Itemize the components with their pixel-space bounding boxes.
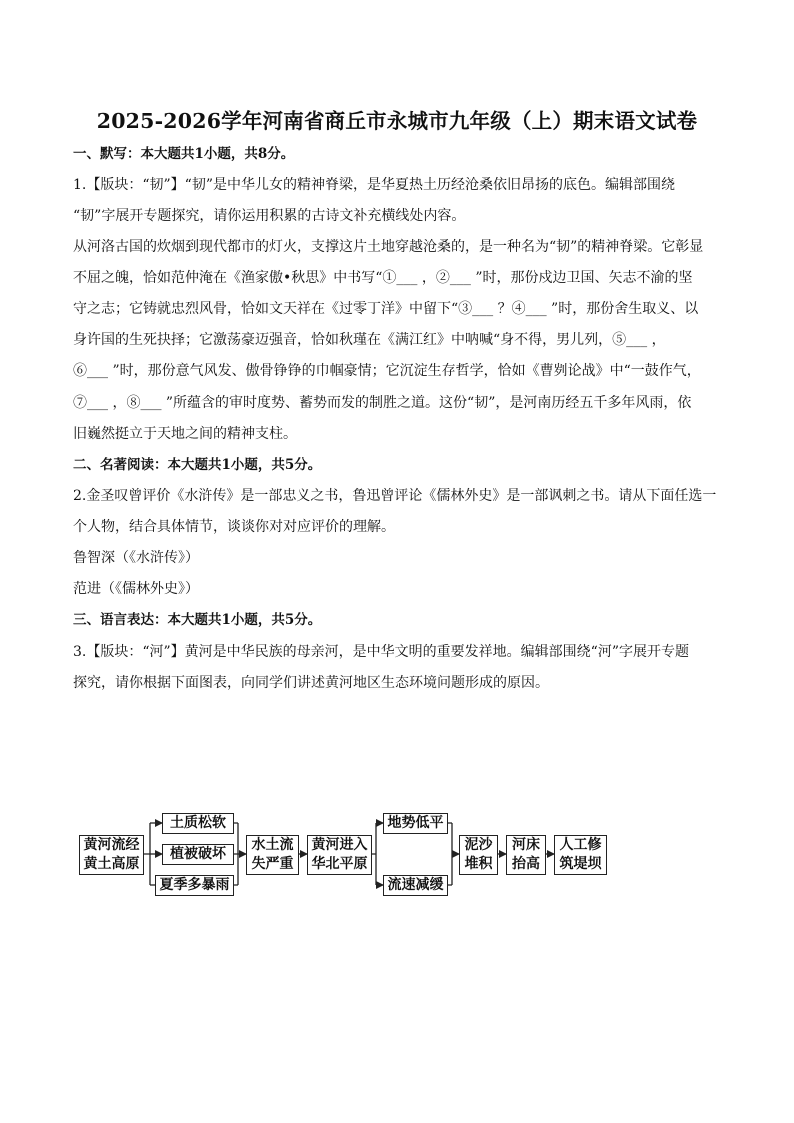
option-lu-zhishen: 鲁智深（《水浒传》）: [73, 550, 199, 566]
box-enter-plain: 黄河进入 华北平原: [307, 835, 372, 875]
bracket-enter: [372, 823, 376, 885]
section-heading-1: 一、默写：本大题共1小题，共8分。: [73, 146, 295, 162]
box-start: 黄河流经 黄土高原: [79, 835, 144, 875]
page-title: 2025-2026学年河南省商丘市永城市九年级（上）期末语文试卷: [96, 109, 698, 133]
q1-line: 从河洛古国的炊烟到现代都市的灯火，支撑这片土地穿越沧桑的，是一种名为“韧”的精神脊梁。它彰显: [73, 239, 704, 255]
option-fan-jin: 范进（《儒林外史》）: [73, 581, 199, 597]
box-riverbed: 河床 抬高: [506, 835, 546, 875]
box-silt: 泥沙 堆积: [459, 835, 498, 875]
box-effect-terrain: 地势低平: [383, 813, 448, 834]
bracket-start: [144, 823, 150, 885]
box-cause-soil: 土质松软: [162, 813, 234, 834]
box-cause-vegetation: 植被破坏: [162, 844, 234, 865]
q2-line: 2.金圣叹曾评价《水浒传》是一部忠义之书，鲁迅曾评论《儒林外史》是一部讽刺之书。请从下面任选一: [73, 488, 717, 504]
q1-line: 1.【版块：“韧”】“韧”是中华儿女的精神脊梁，是华夏热土历经沧桑依旧昂扬的底色。编辑部围绕: [73, 177, 675, 193]
section-heading-2: 二、名著阅读：本大题共1小题，共5分。: [73, 457, 322, 473]
q3-line: 探究，请你根据下面图表，向同学们讲述黄河地区生态环境问题形成的原因。: [73, 675, 549, 691]
box-effect-flow: 流速减缓: [383, 875, 448, 896]
box-cause-rain: 夏季多暴雨: [155, 875, 234, 896]
q1-line: ⑦___ ，⑧___ ”所蕴含的审时度势、蓄势而发的制胜之道。这份“韧”，是河南历经五千多年风雨，依: [73, 395, 692, 411]
q3-line: 3.【版块：“河”】黄河是中华民族的母亲河，是中华文明的重要发祥地。编辑部围绕“河”字展开专题: [73, 644, 689, 660]
q1-line: 不屈之魄，恰如范仲淹在《渔家傲•秋思》中书写“①___ ，②___ ”时，那份戍边卫国、矢志不渝的坚: [73, 270, 693, 286]
bracket-causes: [234, 823, 238, 885]
q1-line: “韧”字展开专题探究，请你运用积累的古诗文补充横线处内容。: [73, 208, 466, 224]
section-heading-3: 三、语言表达：本大题共1小题，共5分。: [73, 612, 322, 628]
q1-line: 守之志；它铸就忠烈风骨，恰如文天祥在《过零丁洋》中留下“③___ ？④___ ”时，那份舍生取义、以: [73, 301, 699, 317]
bracket-effects: [448, 823, 452, 885]
q1-line: ⑥___ ”时，那份意气风发、傲骨铮铮的巾帼豪情；它沉淀生存哲学，恰如《曹刿论战》中“一鼓作气，: [73, 363, 701, 379]
q2-line: 个人物，结合具体情节，谈谈你对对应评价的理解。: [73, 519, 395, 535]
q1-line: 旧巍然挺立于天地之间的精神支柱。: [73, 426, 297, 442]
q1-line: 身许国的生死抉择；它激荡豪迈强音，恰如秋瑾在《满江红》中呐喊“身不得，男儿列，⑤___ ，: [73, 332, 666, 348]
yellow-river-flow-diagram: [70, 705, 615, 1005]
box-erosion: 水土流 失严重: [246, 835, 299, 875]
box-dike: 人工修 筑堤坝: [554, 835, 607, 875]
